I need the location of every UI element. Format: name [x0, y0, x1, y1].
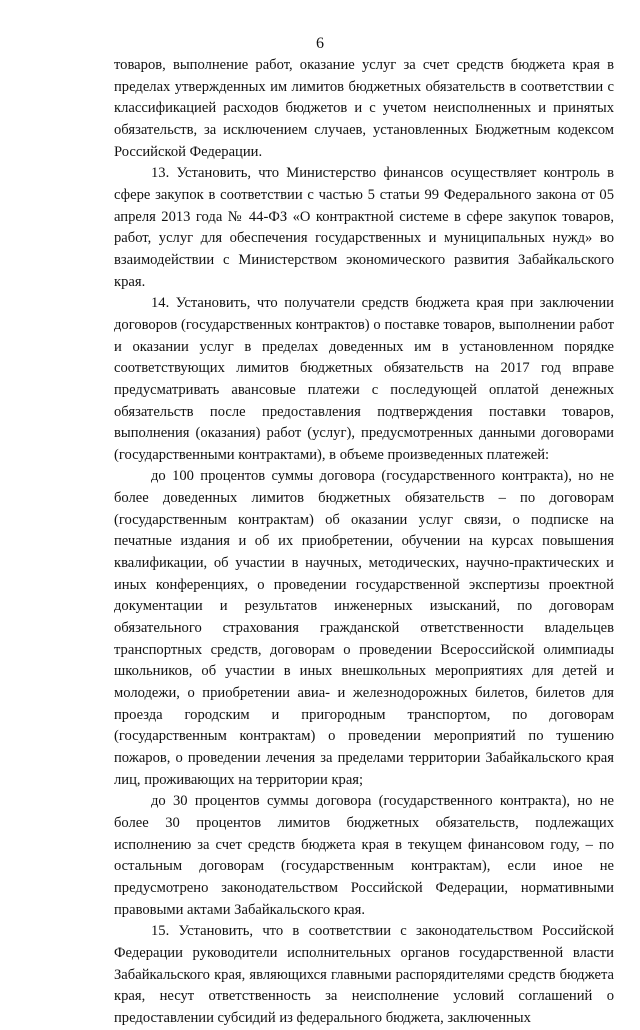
page-number: 6	[316, 35, 324, 52]
paragraph-item-14: 14. Установить, что получатели средств бюджета края при заключении договоров (государственных контрактов) о поставке товаров, выполнении работ и оказании услуг в пределах доведенных им в установленном порядке соответствующих лимитов бюджетных обязательств на 2017 год вправе предусматривать авансовые платежи с последующей оплатой денежных обязательств после предоставления подтверждения поставки товаров, выполнения (оказания) работ (услуг), предусмотренных данными договорами (государственными контрактами), в объеме произведенных платежей:	[114, 295, 614, 463]
paragraph-advance-30-percent: до 30 процентов суммы договора (государственного контракта), но не более 30 процентов лимитов бюджетных обязательств, подлежащих исполнению за счет средств бюджета края в текущем финансовом году, – по остальным договорам (государственным контрактам), если иное не предусмотрено законодательством Российской Федерации, нормативными правовыми актами Забайкальского края.	[114, 793, 614, 918]
paragraph-item-15: 15. Установить, что в соответствии с законодательством Российской Федерации руководители исполнительных органов государственной власти Забайкальского края, являющихся главными распорядителями средств бюджета края, несут ответственность за неисполнение условий соглашений о предоставлении субсидий из федерального бюджета, заключенных	[114, 923, 614, 1026]
document-body	[114, 55, 614, 1030]
paragraph-continuation: товаров, выполнение работ, оказание услуг за счет средств бюджета края в пределах утвержденных им лимитов бюджетных обязательств в соответствии с классификацией расходов бюджетов и с учетом неисполненных и принятых обязательств, за исключением случаев, установленных Бюджетным кодексом Российской Федерации.	[114, 57, 614, 160]
paragraph-item-13: 13. Установить, что Министерство финансов осуществляет контроль в сфере закупок в соответствии с частью 5 статьи 99 Федерального закона от 05 апреля 2013 года № 44-ФЗ «О контрактной системе в сфере закупок товаров, работ, услуг для обеспечения государственных и муниципальных нужд» во взаимодействии с Министерством экономического развития Забайкальского края.	[114, 165, 614, 290]
paragraph-advance-100-percent: до 100 процентов суммы договора (государственного контракта), но не более доведенных лимитов бюджетных обязательств – по договорам (государственным контрактам) об оказании услуг связи, о подписке на печатные издания и об их приобретении, обучении на курсах повышения квалификации, об участии в научных, методических, научно-практических и иных конференциях, о проведении государственной экспертизы проектной документации и результатов инженерных изысканий, по договорам обязательного страхования гражданской ответственности владельцев транспортных средств, договорам о проведении Всероссийской олимпиады школьников, об участии в иных внешкольных мероприятиях для детей и молодежи, о приобретении авиа- и железнодорожных билетов, билетов для проезда городским и пригородным транспортом, по договорам (государственным контрактам) о проведении мероприятий по тушению пожаров, о проведении лечения за пределами территории Забайкальского края лиц, проживающих на территории края;	[114, 468, 614, 788]
